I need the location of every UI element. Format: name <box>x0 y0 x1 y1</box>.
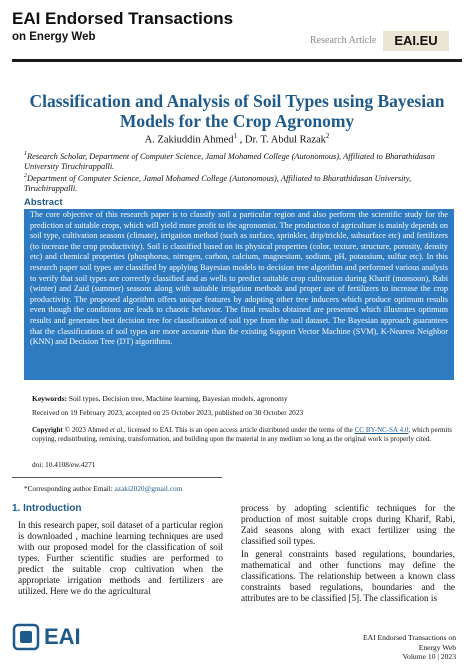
doi: doi: 10.4108/ew.4271 <box>32 460 96 469</box>
corresponding-author <box>24 484 182 493</box>
footer-line-2: Energy Web <box>418 642 456 652</box>
abstract-box <box>24 209 454 380</box>
article-type: Research Article <box>310 35 377 46</box>
section-rule <box>12 477 222 478</box>
footer-line-1: EAI Endorsed Transactions on <box>362 633 456 642</box>
affiliation-1-text: Research Scholar, Department of Computer Science, Jamal Mohamed College (Autonomous), Affiliated to Bharathidasan University Tiruchirappalli. <box>24 151 435 172</box>
copyright-notice <box>32 426 452 444</box>
affiliation-2-sup: 2 <box>24 173 27 179</box>
journal-title: EAI Endorsed Transactions <box>12 9 234 28</box>
author-2-sup: 2 <box>325 132 330 140</box>
license-link[interactable]: CC BY-NC-SA 4.0 <box>354 426 409 434</box>
abstract-text: The core objective of this research paper is to classify soil a particular region and also perform the scientific study for the prediction of suitable crops, which will yield more profit to the agronomist. The production of agriculture is mainly depends on soil type, cultivation seasons (climate), irrigation method (such as surface, sprinkler, drip/trickle, subsurface etc) and fertilizers (to increase the crop productivity). Soil is classified based on its physical properties (color, texture, structure, porosity, density etc) and chemical properties (phosphorus, nitrogen, carbon, calcium, magnesium, sodium, pH, potassium, sulfur etc). In this research paper soil types are classified by applying Bayesian models to decision tree algorithm and performed various analysis to verify that soil types are correctly classified and as wells to predict suitable crop cultivation during Kharif (monsoon), Rabi (winter) and Zaid (summer) seasons along with suitable irrigation methods and proper use of fertilizers to increase the crop productivity. The proposed algorithm offers unique features by adopting other tree inducers which produce optimum results even though the conditions are leads to chaotic behavior. The final results obtained are presented which illustrates optimum results and generates best decision tree for classification of soil type from the soil dataset. The Bayesian approach guarantees that the classifications of soil types are more accurate than the existing Support Vector Machine (SVM), K-Nearest Neighbor (KNN) and Decision Tree (DT) algorithms. <box>30 210 448 347</box>
right-column-paragraph-2: In general constraints based regulations, boundaries, mathematical and other functions may define the classifications. The relationship between a known class constraints based regulations, boundaries and the attributes are to be classified [5]. The classification is <box>241 549 455 603</box>
author-separator: , Dr. T. Abdul Razak <box>237 134 326 146</box>
author-1: A. Zakiuddin Ahmed <box>144 134 234 146</box>
left-column-text: In this research paper, soil dataset of a particular region is downloaded , machine learning techniques are used with our proposed model for the classification of soil types. Further scientific studies are performed to predict the suitable crop cultivation when the appropriate irrigation methods and fertilizers are utilized. Here we do the agricultural <box>18 520 223 596</box>
affiliation-1 <box>24 149 464 173</box>
header-rule <box>12 59 462 62</box>
body-left-column <box>18 520 223 597</box>
eai-badge: EAI.EU <box>383 31 449 51</box>
corresponding-email[interactable]: azaki2020@gmail.com <box>114 484 183 493</box>
keywords-text: Soil types, Decision tree, Machine learning, Bayesian models, agronomy <box>67 394 288 403</box>
journal-subtitle: on Energy Web <box>12 31 96 43</box>
affiliation-2-text: Department of Computer Science, Jamal Mohamed College (Autonomous), Affiliated to Bharathidasan University, Tiruchirappalli. <box>24 173 412 194</box>
paper-title: Classification and Analysis of Soil Types using Bayesian Models for the Crop Agronomy <box>29 91 445 131</box>
eai-logo-text: EAI <box>44 624 81 649</box>
abstract-heading: Abstract <box>24 197 63 208</box>
copyright-post: , which permits copying, redistributing, remixing, transformation, and building upon the material in any medium so long as the original work is properly cited. <box>32 426 452 444</box>
copyright-mid: , licensed to EAI. This is an open access article distributed under the terms of the <box>123 426 355 434</box>
introduction-heading: 1. Introduction <box>12 503 82 514</box>
copyright-etal: et al. <box>109 426 124 434</box>
affiliation-2 <box>24 171 464 195</box>
eai-logo <box>12 623 81 651</box>
keywords-label: Keywords: <box>32 394 67 403</box>
footer-line-3: Volume 10 | 2023 <box>402 652 456 661</box>
received-dates: Received on 19 February 2023, accepted on 25 October 2023, published on 30 October 2023 <box>32 408 304 417</box>
affiliation-1-sup: 1 <box>24 151 27 157</box>
footer-info <box>363 633 456 662</box>
copyright-label: Copyright <box>32 426 63 434</box>
corresponding-label: *Corresponding author Email: <box>24 484 115 493</box>
copyright-pre: © 2023 Ahmed <box>62 426 110 434</box>
body-right-column <box>241 503 455 606</box>
right-column-paragraph-1: process by adopting scientific techniques for the production of most suitable crops during Kharif, Rabi, Zaid seasons along with exact fertilizer using the classified soil types. <box>241 503 455 546</box>
keywords <box>32 394 288 403</box>
eai-logo-icon <box>12 623 40 651</box>
authors <box>0 132 474 146</box>
author-1-sup: 1 <box>233 132 238 140</box>
